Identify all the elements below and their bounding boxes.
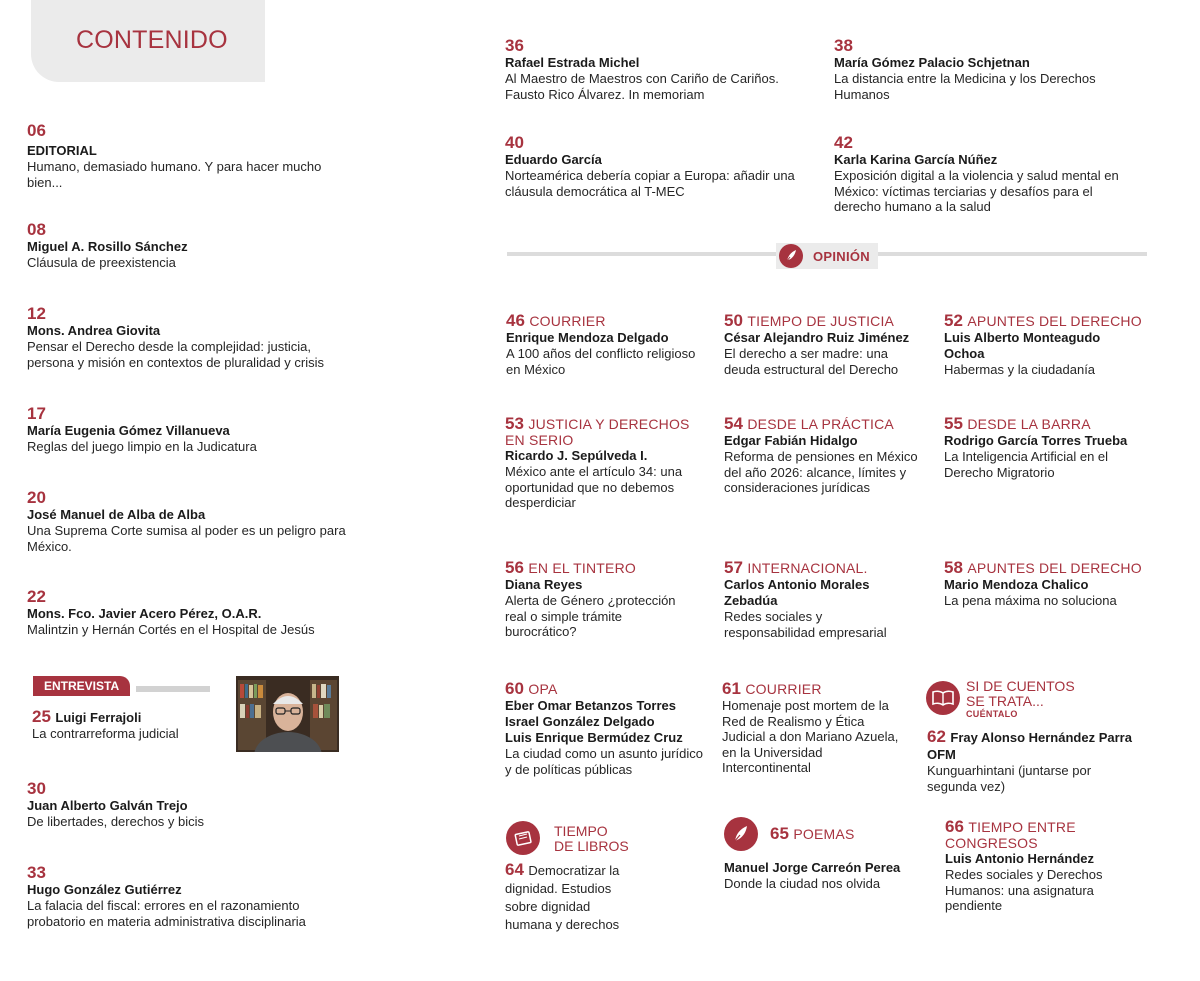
page-number: 33 [27, 863, 46, 882]
page-number: 61 [722, 679, 741, 698]
entry-title: La contrarreforma judicial [32, 726, 179, 741]
page-number: 55 [944, 414, 963, 433]
section-name: TIEMPO ENTRE CONGRESOS [945, 819, 1076, 851]
poemas-entry[interactable] [724, 860, 914, 892]
entry-title: Homenaje post mortem de la Red de Realismo y Ética Judicial a don Mariano Azuela, en la Universidad Intercontinental [722, 698, 899, 775]
page-number: 20 [27, 488, 46, 507]
open-book-icon [926, 681, 960, 715]
toc-entry[interactable] [834, 134, 1139, 215]
entrevista-entry[interactable] [32, 708, 232, 742]
page-number: 40 [505, 133, 524, 152]
entrevista-divider [136, 686, 210, 692]
page-number: 53 [505, 414, 524, 433]
entry-title: Malintzin y Hernán Cortés en el Hospital de Jesús [27, 622, 315, 637]
entry-title: El derecho a ser madre: una deuda estructural del Derecho [724, 346, 899, 377]
entry-title: Norteamérica debería copiar a Europa: añadir una cláusula democrática al T-MEC [505, 168, 795, 199]
opinion-divider-right [878, 252, 1147, 256]
book-stack-icon [506, 821, 540, 855]
entry-author: Miguel A. Rosillo Sánchez [27, 239, 188, 254]
libros-title-line2: DE LIBROS [554, 838, 629, 854]
page-number: 62 [927, 727, 946, 746]
cuentos-entry[interactable] [927, 728, 1152, 794]
entry-title: A 100 años del conflicto religioso en México [506, 346, 696, 377]
entry-author: Juan Alberto Galván Trejo [27, 798, 188, 813]
entry-author: Eber Omar Betanzos Torres [505, 698, 676, 713]
entry-title: Cláusula de preexistencia [27, 255, 176, 270]
entry-author: EDITORIAL [27, 143, 97, 158]
opinion-entry[interactable] [505, 680, 705, 777]
entry-author: Rafael Estrada Michel [505, 55, 640, 70]
cuentos-subtitle: CUÉNTALO [966, 709, 1018, 719]
section-name: APUNTES DEL DERECHO [967, 313, 1142, 329]
entry-title: Kunguarhintani (juntarse por segunda vez) [927, 763, 1092, 794]
entrevista-label: ENTREVISTA [33, 676, 130, 696]
opinion-section-header [776, 243, 878, 269]
entry-title: Habermas y la ciudadanía [944, 362, 1096, 377]
toc-entry[interactable] [27, 489, 347, 554]
section-name: DESDE LA BARRA [967, 416, 1091, 432]
opinion-entry[interactable] [944, 312, 1144, 378]
page-number: 42 [834, 133, 853, 152]
page-number: 65 [770, 824, 789, 843]
entry-title: Reglas del juego limpio en la Judicatura [27, 439, 257, 454]
entry-author: Fray Alonso Hernández Parra OFM [927, 730, 1132, 762]
entry-author: Carlos Antonio Morales Zebadúa [724, 577, 870, 608]
page-number: 66 [945, 817, 964, 836]
entry-author: Karla Karina García Núñez [834, 152, 998, 167]
interview-photo [236, 676, 339, 752]
entry-title: De libertades, derechos y bicis [27, 814, 205, 829]
entry-author: Hugo González Gutiérrez [27, 882, 182, 897]
entry-author: Edgar Fabián Hidalgo [724, 433, 858, 448]
page-number: 30 [27, 779, 46, 798]
opinion-entry[interactable] [944, 559, 1144, 609]
toc-entry[interactable] [27, 305, 357, 370]
toc-entry[interactable] [27, 122, 357, 190]
opinion-entry[interactable] [724, 415, 919, 496]
toc-entry[interactable] [27, 405, 357, 455]
page-number: 54 [724, 414, 743, 433]
section-name: EN EL TINTERO [528, 560, 636, 576]
entry-title: La falacia del fiscal: errores en el razonamiento probatorio en materia administrativa disciplinaria [27, 898, 306, 929]
entry-author: Luis Alberto Monteagudo Ochoa [944, 330, 1101, 361]
entry-title: Pensar el Derecho desde la complejidad: justicia, persona y misión en contextos de pluralidad y crisis [27, 339, 324, 370]
entry-title: Donde la ciudad nos olvida [724, 876, 881, 891]
entry-title: La ciudad como un asunto jurídico y de políticas públicas [505, 746, 704, 777]
page-number: 57 [724, 558, 743, 577]
cuentos-title-line2: SE TRATA... [966, 693, 1044, 709]
entry-author: Luis Enrique Bermúdez Cruz [505, 730, 683, 745]
section-name: COURRIER [745, 681, 822, 697]
opinion-entry[interactable] [944, 415, 1139, 480]
opinion-entry[interactable] [724, 312, 919, 377]
entry-title: Alerta de Género ¿protección real o simple trámite burocrático? [505, 593, 676, 639]
libros-title-line1: TIEMPO [554, 823, 608, 839]
cuentos-title-line1: SI DE CUENTOS [966, 678, 1075, 694]
page-number: 50 [724, 311, 743, 330]
section-name: JUSTICIA Y DERECHOS EN SERIO [505, 416, 690, 448]
page-number: 17 [27, 404, 46, 423]
entry-title: Al Maestro de Maestros con Cariño de Cariños. Fausto Rico Álvarez. In memoriam [505, 71, 779, 102]
entry-author: Luigi Ferrajoli [55, 710, 142, 725]
entry-title: Redes sociales y responsabilidad empresarial [724, 609, 887, 640]
section-name: TIEMPO DE JUSTICIA [747, 313, 895, 329]
page-number: 22 [27, 587, 46, 606]
opinion-label: OPINIÓN [813, 248, 870, 264]
toc-entry[interactable] [505, 134, 823, 199]
toc-entry[interactable] [27, 780, 357, 830]
entry-author: Eduardo García [505, 152, 602, 167]
entry-author: José Manuel de Alba de Alba [27, 507, 206, 522]
entry-title: Reforma de pensiones en México del año 2026: alcance, límites y consideraciones jurídicas [724, 449, 918, 495]
entry-author: Ricardo J. Sepúlveda I. [505, 448, 648, 463]
entry-title: Redes sociales y Derechos Humanos: una asignatura pendiente [945, 867, 1103, 913]
section-name: COURRIER [529, 313, 606, 329]
page-number: 36 [505, 36, 524, 55]
page-number: 12 [27, 304, 46, 323]
page-number: 08 [27, 220, 46, 239]
entry-title: La pena máxima no soluciona [944, 593, 1117, 608]
page-number: 64 [505, 860, 524, 879]
section-name: APUNTES DEL DERECHO [967, 560, 1142, 576]
section-name: OPA [528, 681, 558, 697]
opinion-entry[interactable] [506, 312, 696, 377]
entry-author: César Alejandro Ruiz Jiménez [724, 330, 910, 345]
opinion-entry[interactable] [505, 559, 695, 640]
cuentos-header [966, 679, 1086, 719]
entry-author: María Eugenia Gómez Villanueva [27, 423, 230, 438]
toc-entry[interactable] [834, 37, 1134, 102]
entry-author: Manuel Jorge Carreón Perea [724, 860, 901, 875]
toc-entry[interactable] [27, 221, 357, 271]
toc-entry[interactable] [27, 588, 357, 638]
entry-title: La Inteligencia Artificial en el Derecho Migratorio [944, 449, 1109, 480]
page-number: 25 [32, 707, 51, 726]
toc-entry[interactable] [27, 864, 357, 929]
entry-title: Humano, demasiado humano. Y para hacer mucho bien... [27, 159, 322, 190]
page-number: 56 [505, 558, 524, 577]
quill-icon [724, 817, 758, 851]
entry-title: Exposición digital a la violencia y salud mental en México: víctimas terciarias y desafíos para el derecho humano a la salud [834, 168, 1119, 214]
section-name: INTERNACIONAL. [747, 560, 868, 576]
poemas-header [770, 825, 910, 844]
page-number: 38 [834, 36, 853, 55]
quill-icon [779, 244, 803, 268]
section-name: DESDE LA PRÁCTICA [747, 416, 894, 432]
entry-author: Israel González Delgado [505, 714, 655, 729]
entry-author: Mons. Fco. Javier Acero Pérez, O.A.R. [27, 606, 262, 621]
opinion-entry[interactable] [505, 415, 700, 511]
entry-author: Rodrigo García Torres Trueba [944, 433, 1128, 448]
page-number: 60 [505, 679, 524, 698]
entry-author: Mons. Andrea Giovita [27, 323, 161, 338]
entry-title: Una Suprema Corte sumisa al poder es un peligro para México. [27, 523, 346, 554]
libros-entry[interactable] [505, 861, 635, 934]
page-title: CONTENIDO [76, 26, 228, 54]
entry-title: La distancia entre la Medicina y los Derechos Humanos [834, 71, 1096, 102]
entry-author: Diana Reyes [505, 577, 583, 592]
opinion-divider-left [507, 252, 776, 256]
page-number: 46 [506, 311, 525, 330]
entry-title: Democratizar la dignidad. Estudios sobre dignidad humana y derechos [505, 863, 620, 932]
congresos-entry[interactable] [945, 818, 1135, 914]
entry-title: México ante el artículo 34: una oportunidad que no debemos desperdiciar [505, 464, 683, 510]
entry-author: Enrique Mendoza Delgado [506, 330, 669, 345]
opinion-entry[interactable] [722, 680, 900, 776]
page-number: 58 [944, 558, 963, 577]
libros-header [554, 824, 674, 854]
page-number: 06 [27, 121, 46, 140]
section-name: POEMAS [793, 826, 855, 842]
opinion-entry[interactable] [724, 559, 919, 640]
entry-author: Mario Mendoza Chalico [944, 577, 1089, 592]
entry-author: María Gómez Palacio Schjetnan [834, 55, 1030, 70]
toc-entry[interactable] [505, 37, 805, 102]
page-number: 52 [944, 311, 963, 330]
entry-author: Luis Antonio Hernández [945, 851, 1095, 866]
